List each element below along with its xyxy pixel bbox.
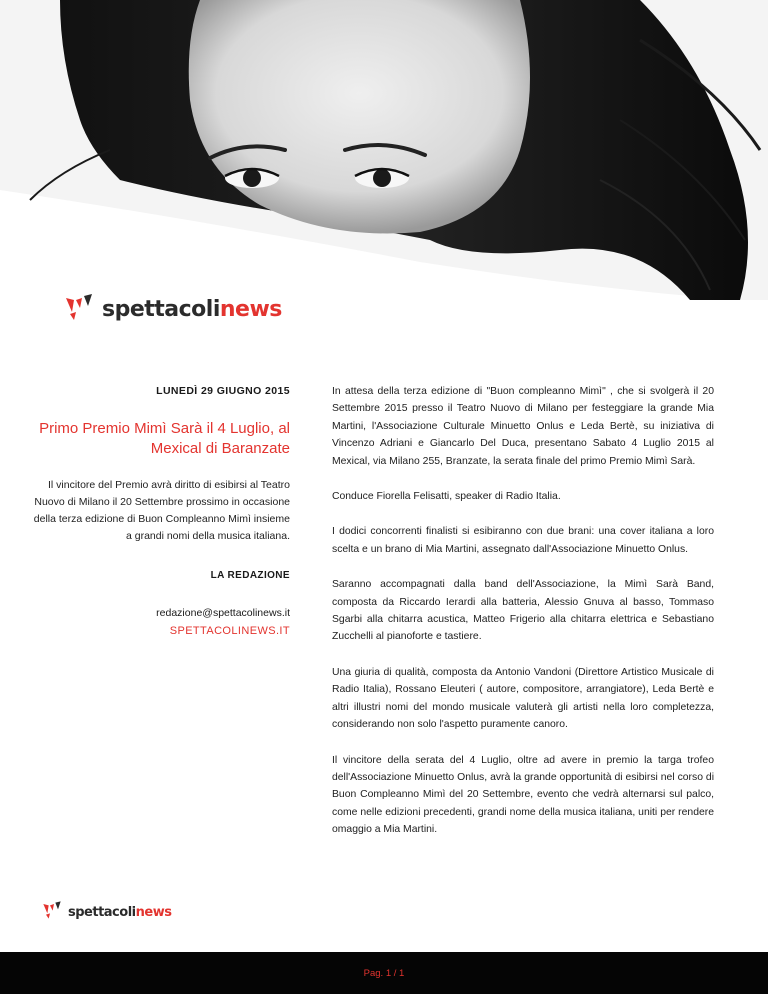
site-link[interactable]: SPETTACOLINEWS.IT bbox=[169, 625, 290, 637]
article-title: Primo Premio Mimì Sarà il 4 Luglio, al Mexical di Baranzate bbox=[39, 420, 290, 457]
author-email-link[interactable]: redazione@spettacolinews.it bbox=[156, 607, 290, 619]
logo-mark-icon bbox=[42, 900, 62, 925]
page-footer bbox=[0, 952, 768, 994]
logo-part1: spettacoli bbox=[102, 297, 220, 322]
body-paragraph: Il vincitore della serata del 4 Luglio, oltre ad avere in premio la targa trofeo dell'Associazione Minuetto Onlus, avrà la grande opportunità di esibirsi nel corso di Buon Compleanno Mimì del 20 Settembre, evento che vedrà alternarsi sul palco, come nelle edizioni precedenti, grandi nome della musica italiana, uniti per rendere omaggio a Mia Martini. bbox=[332, 754, 714, 836]
article-sidebar bbox=[30, 385, 290, 637]
article-author: LA REDAZIONE bbox=[210, 570, 290, 581]
body-paragraph: Una giuria di qualità, composta da Antonio Vandoni (Direttore Artistico Musicale di Radio Italia), Rossano Eleuteri ( autore, compositore, arrangiatore), Leda Bertè e altri illustri nomi del mondo musicale valuterà gli artisti nella loro completezza, considerando non solo l'aspetto puramente canoro. bbox=[332, 666, 714, 731]
body-paragraph: In attesa della terza edizione di "Buon compleanno Mimì" , che si svolgerà il 20 Settembre 2015 presso il Teatro Nuovo di Milano per festeggiare la grande Mia Martini, l'Associazione Culturale Minuetto Onlus e Leda Bertè, su iniziativa di Vincenzo Adriani e Giancarlo Del Duca, presentano Sabato 4 Luglio 2015 al Mexical, via Milano 255, Branzate, la serata finale del primo Premio Mimì Sarà. bbox=[332, 386, 714, 467]
body-paragraph: Conduce Fiorella Felisatti, speaker di Radio Italia. bbox=[332, 491, 561, 503]
footer-logo[interactable] bbox=[42, 900, 171, 925]
header-photo bbox=[0, 0, 768, 300]
page-number: Pag. 1 / 1 bbox=[363, 968, 405, 979]
article-date: LUNEDÌ 29 GIUGNO 2015 bbox=[156, 385, 290, 397]
spettacolinews-logo[interactable] bbox=[64, 292, 282, 327]
logo-mark-icon bbox=[64, 292, 94, 327]
body-paragraph: I dodici concorrenti finalisti si esibiranno con due brani: una cover italiana a loro scelta e un brano di Mia Martini, assegnato dall'Associazione Minuetto Onlus. bbox=[332, 526, 714, 555]
body-paragraph: Saranno accompagnati dalla band dell'Associazione, la Mimì Sarà Band, composta da Riccardo Ierardi alla batteria, Alessio Gnuva al basso, Tommaso Sgarbi alla chitarra acustica, Matteo Frigerio alla chitarra elettrica e Sebastiano Zucchelli al pianoforte e tastiere. bbox=[332, 579, 714, 643]
logo-part2: news bbox=[135, 905, 172, 920]
article-body bbox=[332, 383, 714, 857]
logo-part1: spettacoli bbox=[68, 905, 136, 920]
logo-wordmark bbox=[102, 297, 282, 322]
logo-wordmark bbox=[68, 905, 171, 920]
logo-part2: news bbox=[219, 297, 282, 322]
article-summary: Il vincitore del Premio avrà diritto di esibirsi al Teatro Nuovo di Milano il 20 Settembre prossimo in occasione della terza edizione di Buon Compleanno Mimì insieme a grandi nomi della musica italiana. bbox=[33, 479, 290, 542]
